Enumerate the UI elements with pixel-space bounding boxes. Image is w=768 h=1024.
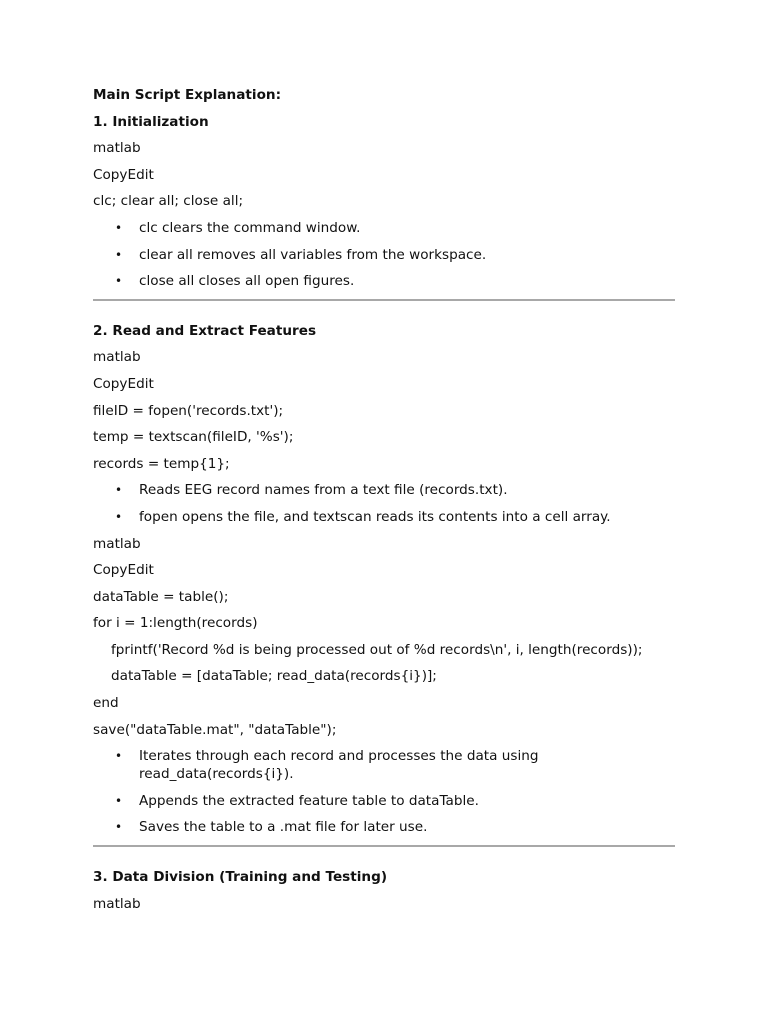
list-item xyxy=(93,818,629,836)
code-line: end xyxy=(93,695,119,712)
code-line: dataTable = table(); xyxy=(93,588,229,605)
list-item xyxy=(93,508,629,526)
list-item xyxy=(93,272,629,290)
section-1-title: 1. Initialization xyxy=(93,113,209,130)
code-language-label: matlab xyxy=(93,140,141,157)
bullet-icon: • xyxy=(115,247,123,262)
code-line: fileID = fopen('records.txt'); xyxy=(93,402,284,419)
list-item-text: Saves the table to a .mat file for later use. xyxy=(139,819,428,836)
code-language-label: matlab xyxy=(93,349,141,366)
code-line: save("dataTable.mat", "dataTable"); xyxy=(93,721,337,738)
bullet-icon: • xyxy=(115,793,123,808)
list-item-text: fopen opens the file, and textscan reads its contents into a cell array. xyxy=(139,508,611,525)
section-divider xyxy=(93,299,675,301)
bullet-icon: • xyxy=(115,220,123,235)
bullet-list xyxy=(93,747,675,836)
bullet-icon: • xyxy=(115,274,123,289)
list-item xyxy=(93,219,629,237)
list-item-text: close all closes all open figures. xyxy=(139,273,355,290)
list-item-text: clc clears the command window. xyxy=(139,219,361,236)
bullet-icon: • xyxy=(115,509,123,524)
list-item xyxy=(93,792,629,810)
section-3-title: 3. Data Division (Training and Testing) xyxy=(93,869,388,886)
section-2-title: 2. Read and Extract Features xyxy=(93,322,317,339)
code-line: clc; clear all; close all; xyxy=(93,193,244,210)
code-line: fprintf('Record %d is being processed out of %d records\n', i, length(records)); xyxy=(111,641,643,658)
list-item xyxy=(93,481,629,499)
list-item-text: Reads EEG record names from a text file (records.txt). xyxy=(139,482,508,499)
code-line: records = temp{1}; xyxy=(93,455,230,472)
code-language-label: matlab xyxy=(93,535,141,552)
list-item-text: clear all removes all variables from the workspace. xyxy=(139,246,487,263)
code-language-label: matlab xyxy=(93,895,141,912)
document-heading: Main Script Explanation: xyxy=(93,87,282,103)
copy-edit-label: CopyEdit xyxy=(93,166,154,183)
bullet-icon: • xyxy=(115,483,123,498)
bullet-list xyxy=(93,219,675,290)
copy-edit-label: CopyEdit xyxy=(93,562,154,579)
code-line: temp = textscan(fileID, '%s'); xyxy=(93,429,294,446)
copy-edit-label: CopyEdit xyxy=(93,375,154,392)
list-item xyxy=(93,246,629,264)
list-item-text: Appends the extracted feature table to dataTable. xyxy=(139,792,479,809)
bullet-list xyxy=(93,481,675,526)
bullet-icon: • xyxy=(115,820,123,835)
list-item xyxy=(93,747,629,783)
code-line: for i = 1:length(records) xyxy=(93,615,258,632)
section-divider xyxy=(93,845,675,847)
document-page xyxy=(93,86,675,921)
list-item-text: Iterates through each record and processes the data using read_data(records{i}). xyxy=(139,748,539,783)
code-line: dataTable = [dataTable; read_data(records{i})]; xyxy=(111,668,437,685)
bullet-icon: • xyxy=(115,749,123,764)
